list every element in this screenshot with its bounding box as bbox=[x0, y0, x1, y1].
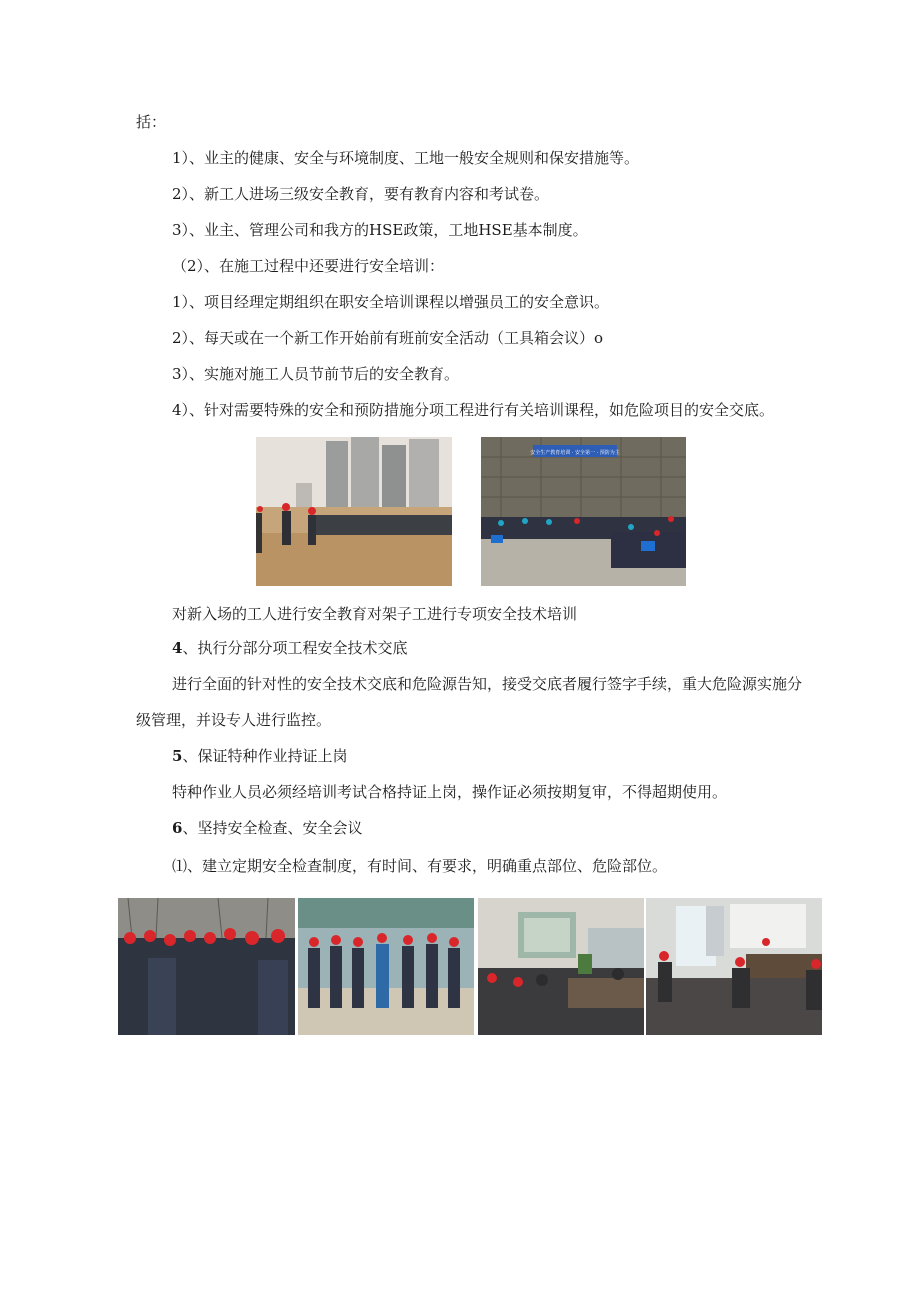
list-a-item-3: 3）、业主、管理公司和我方的HSE政策，工地HSE基本制度。 bbox=[172, 221, 588, 239]
photo-site-safety-education bbox=[256, 437, 452, 586]
list-b-item-1: 1）、项目经理定期组织在职安全培训课程以增强员工的安全意识。 bbox=[172, 293, 610, 311]
scaffold-banner-text: 安全生产教育培训 · 安全第一 · 预防为主 bbox=[530, 450, 620, 456]
section-4-number: 4 bbox=[172, 639, 183, 657]
section-4-body-line-1: 进行全面的针对性的安全技术交底和危险源告知，接受交底者履行签字手续，重大危险源实施分 bbox=[172, 675, 803, 693]
photo-safety-meeting-projector bbox=[478, 898, 644, 1035]
photo-inspection-group-1 bbox=[118, 898, 295, 1035]
section-5-heading bbox=[172, 746, 347, 766]
section-6-title: 、坚持安全检查、安全会议 bbox=[182, 819, 363, 837]
section-6-heading bbox=[172, 818, 362, 838]
photo-inspection-group-2 bbox=[298, 898, 474, 1035]
section-5-body: 特种作业人员必须经培训考试合格持证上岗，操作证必须按期复审，不得超期使用。 bbox=[172, 783, 728, 801]
list-b-item-2: 2）、每天或在一个新工作开始前有班前安全活动（工具箱会议）o bbox=[172, 329, 604, 347]
section-4-body-line-2: 级管理，并设专人进行监控。 bbox=[136, 711, 332, 729]
list-a-item-1: 1）、业主的健康、安全与环境制度、工地一般安全规则和保安措施等。 bbox=[172, 149, 640, 167]
section-6-item-1: ⑴、建立定期安全检查制度，有时间、有要求，明确重点部位、危险部位。 bbox=[172, 857, 668, 875]
sub-heading-2: （2）、在施工过程中还要进行安全培训： bbox=[172, 257, 445, 275]
section-4-title: 、执行分部分项工程安全技术交底 bbox=[182, 639, 408, 657]
section-5-title: 、保证特种作业持证上岗 bbox=[182, 747, 348, 765]
list-b-item-4: 4）、针对需要特殊的安全和预防措施分项工程进行有关培训课程，如危险项目的安全交底。 bbox=[172, 401, 775, 419]
intro-fragment: 括： bbox=[136, 113, 167, 131]
section-4-heading bbox=[172, 638, 407, 658]
list-b-item-3: 3）、实施对施工人员节前节后的安全教育。 bbox=[172, 365, 460, 383]
section-5-number: 5 bbox=[172, 747, 183, 765]
photo-caption: 对新入场的工人进行安全教育对架子工进行专项安全技术培训 bbox=[172, 605, 578, 623]
photo-scaffold-training bbox=[481, 437, 686, 586]
section-6-number: 6 bbox=[172, 819, 183, 837]
photo-safety-meeting-classroom bbox=[646, 898, 822, 1035]
list-a-item-2: 2）、新工人进场三级安全教育，要有教育内容和考试卷。 bbox=[172, 185, 550, 203]
